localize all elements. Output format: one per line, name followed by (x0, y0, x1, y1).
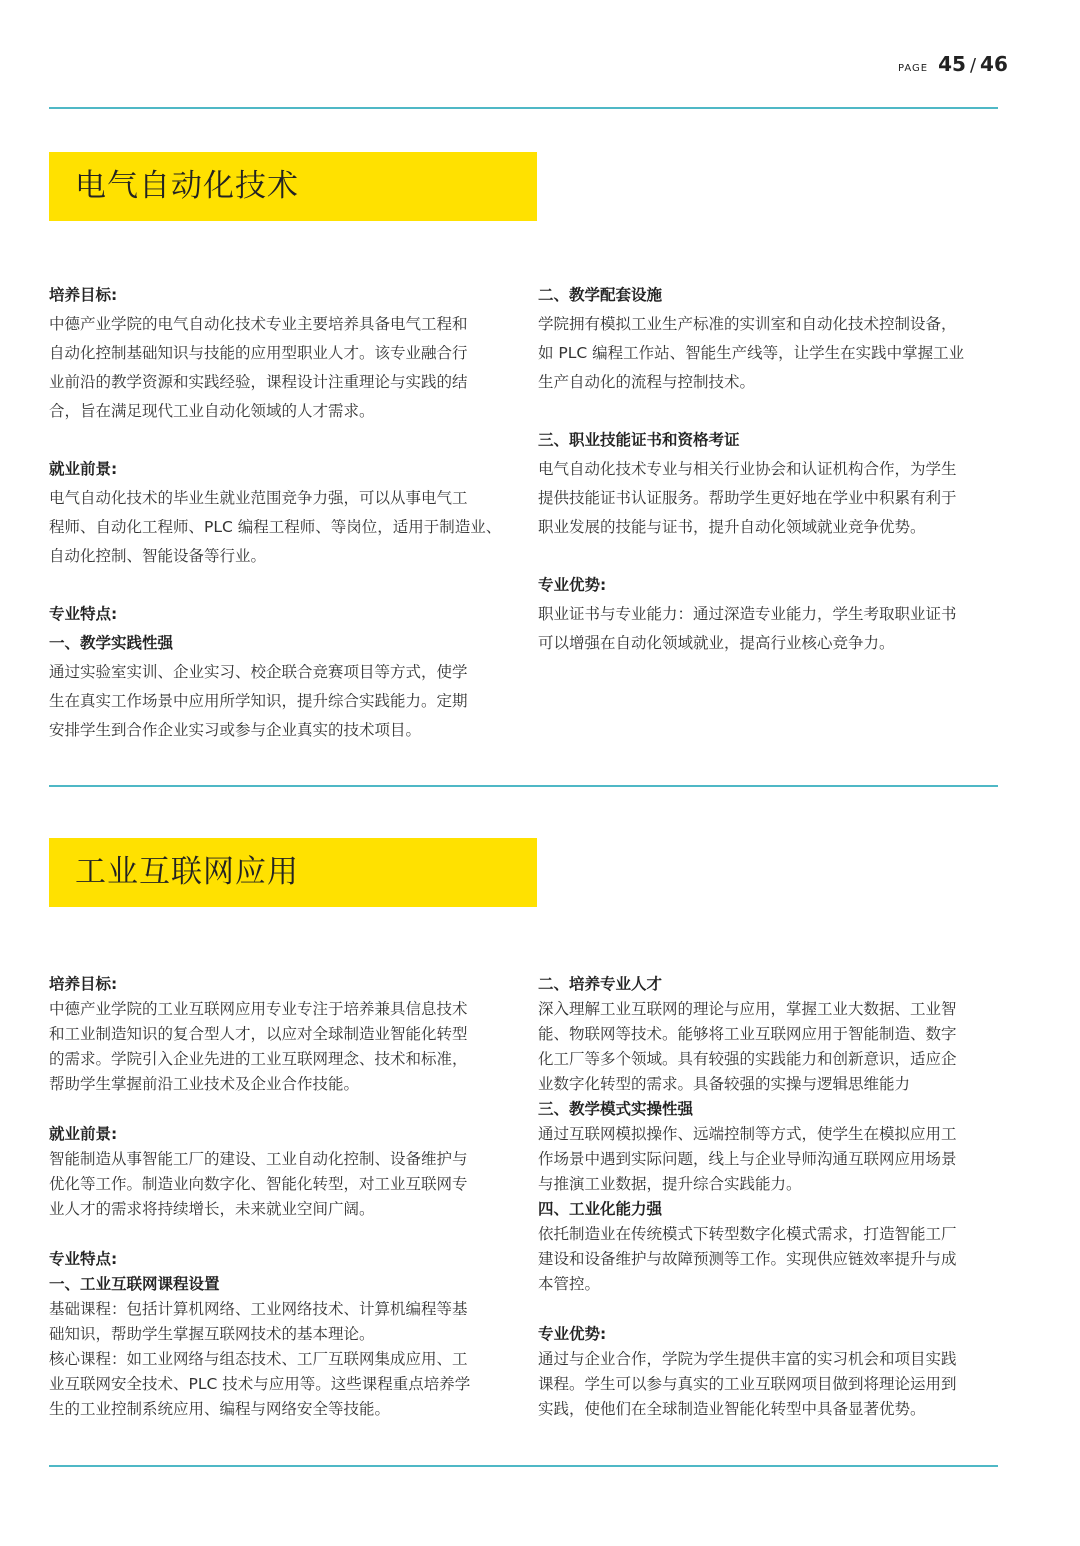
s2-f4-heading: 四、工业化能力强 (538, 1200, 663, 1218)
s2-goal-line: 帮助学生掌握前沿工业技术及企业合作技能。 (49, 1075, 360, 1093)
s2-f4-line: 本管控。 (538, 1275, 601, 1293)
s2-f3-heading: 三、教学模式实操性强 (538, 1100, 694, 1118)
s2-feature1-line: 业互联网安全技术、PLC 技术与应用等。这些课程重点培养学 (49, 1375, 471, 1393)
page-total: 46 (980, 52, 1008, 76)
section2-title: 工业互联网应用 (49, 838, 537, 907)
s2-adv-line: 通过与企业合作，学院为学生提供丰富的实习机会和项目实践 (538, 1350, 957, 1368)
s2-f2-line: 化工厂等多个领域。具有较强的实践能力和创新意识，适应企 (538, 1050, 957, 1068)
s1-f3-line: 职业发展的技能与证书，提升自动化领域就业竞争优势。 (538, 518, 926, 536)
section1-title: 电气自动化技术 (49, 152, 537, 221)
s2-f3-line: 作场景中遇到实际问题，线上与企业导师沟通互联网应用场景 (538, 1150, 957, 1168)
s2-f4-line: 建设和设备维护与故障预测等工作。实现供应链效率提升与成 (538, 1250, 957, 1268)
section2-right-column (538, 972, 1008, 1422)
s1-f2-line: 学院拥有模拟工业生产标准的实训室和自动化技术控制设备， (538, 315, 957, 333)
s1-adv-heading: 专业优势: (538, 576, 607, 594)
divider-middle (49, 785, 998, 787)
s1-f3-line: 提供技能证书认证服务。帮助学生更好地在学业中积累有利于 (538, 489, 957, 507)
s1-f2-heading: 二、教学配套设施 (538, 286, 663, 304)
s1-goal-heading: 培养目标: (49, 286, 118, 304)
s1-adv-line: 职业证书与专业能力：通过深造专业能力，学生考取职业证书 (538, 605, 957, 623)
s2-job-line: 优化等工作。制造业向数字化、智能化转型，对工业互联网专 (49, 1175, 468, 1193)
s1-adv-line: 可以增强在自动化领域就业，提高行业核心竞争力。 (538, 634, 895, 652)
s1-goal-line: 中德产业学院的电气自动化技术专业主要培养具备电气工程和 (49, 315, 468, 333)
s2-feature1-line: 基础课程：包括计算机网络、工业网络技术、计算机编程等基 (49, 1300, 468, 1318)
s2-f4-line: 依托制造业在传统模式下转型数字化模式需求，打造智能工厂 (538, 1225, 957, 1243)
s2-feature1-line: 生的工业控制系统应用、编程与网络安全等技能。 (49, 1400, 391, 1418)
s1-f2-line: 生产自动化的流程与控制技术。 (538, 373, 756, 391)
s1-goal-line: 自动化控制基础知识与技能的应用型职业人才。该专业融合行 (49, 344, 468, 362)
divider-top (49, 107, 998, 109)
s2-goal-line: 的需求。学院引入企业先进的工业互联网理念、技术和标准， (49, 1050, 468, 1068)
s2-f2-line: 深入理解工业互联网的理论与应用，掌握工业大数据、工业智 (538, 1000, 957, 1018)
s1-feature1-line: 生在真实工作场景中应用所学知识，提升综合实践能力。定期 (49, 692, 468, 710)
s2-goal-line: 中德产业学院的工业互联网应用专业专注于培养兼具信息技术 (49, 1000, 468, 1018)
divider-bottom (49, 1465, 998, 1467)
s1-feature-heading: 专业特点: (49, 605, 118, 623)
s2-feature1-heading: 一、工业互联网课程设置 (49, 1275, 220, 1293)
s1-f2-line: 如 PLC 编程工作站、智能生产线等，让学生在实践中掌握工业 (538, 344, 965, 362)
s1-job-line: 自动化控制、智能设备等行业。 (49, 547, 267, 565)
s1-feature1-line: 安排学生到合作企业实习或参与企业真实的技术项目。 (49, 721, 422, 739)
section2-left-column (49, 972, 519, 1422)
page-number (898, 52, 1008, 76)
s1-feature1-line: 通过实验室实训、企业实习、校企联合竞赛项目等方式，使学 (49, 663, 468, 681)
s2-feature-heading: 专业特点: (49, 1250, 118, 1268)
s2-goal-line: 和工业制造知识的复合型人才，以应对全球制造业智能化转型 (49, 1025, 468, 1043)
section1-right-column (538, 281, 1008, 658)
s2-f2-heading: 二、培养专业人才 (538, 975, 663, 993)
s2-goal-heading: 培养目标: (49, 975, 118, 993)
s2-feature1-line: 础知识，帮助学生掌握互联网技术的基本理论。 (49, 1325, 375, 1343)
section1-left-column (49, 281, 519, 745)
s2-f3-line: 与推演工业数据，提升综合实践能力。 (538, 1175, 802, 1193)
s2-adv-line: 实践，使他们在全球制造业智能化转型中具备显著优势。 (538, 1400, 926, 1418)
s2-job-line: 业人才的需求将持续增长，未来就业空间广阔。 (49, 1200, 375, 1218)
s1-f3-line: 电气自动化技术专业与相关行业协会和认证机构合作，为学生 (538, 460, 957, 478)
s2-job-heading: 就业前景: (49, 1125, 118, 1143)
s2-job-line: 智能制造从事智能工厂的建设、工业自动化控制、设备维护与 (49, 1150, 468, 1168)
s2-adv-heading: 专业优势: (538, 1325, 607, 1343)
page-separator: / (969, 55, 977, 76)
s1-job-line: 程师、自动化工程师、PLC 编程工程师、等岗位，适用于制造业、 (49, 518, 502, 536)
s2-f3-line: 通过互联网模拟操作、远端控制等方式，使学生在模拟应用工 (538, 1125, 957, 1143)
s1-goal-line: 业前沿的教学资源和实践经验，课程设计注重理论与实践的结 (49, 373, 468, 391)
s1-job-line: 电气自动化技术的毕业生就业范围竞争力强，可以从事电气工 (49, 489, 468, 507)
s2-f2-line: 业数字化转型的需求。具备较强的实操与逻辑思维能力 (538, 1075, 911, 1093)
s2-feature1-line: 核心课程：如工业网络与组态技术、工厂互联网集成应用、工 (49, 1350, 468, 1368)
s2-f2-line: 能、物联网等技术。能够将工业互联网应用于智能制造、数字 (538, 1025, 957, 1043)
s1-goal-line: 合，旨在满足现代工业自动化领域的人才需求。 (49, 402, 375, 420)
page-current: 45 (938, 52, 966, 76)
page-label: PAGE (898, 63, 929, 74)
s1-job-heading: 就业前景: (49, 460, 118, 478)
s2-adv-line: 课程。学生可以参与真实的工业互联网项目做到将理论运用到 (538, 1375, 957, 1393)
s1-f3-heading: 三、职业技能证书和资格考证 (538, 431, 740, 449)
s1-feature1-heading: 一、教学实践性强 (49, 634, 174, 652)
